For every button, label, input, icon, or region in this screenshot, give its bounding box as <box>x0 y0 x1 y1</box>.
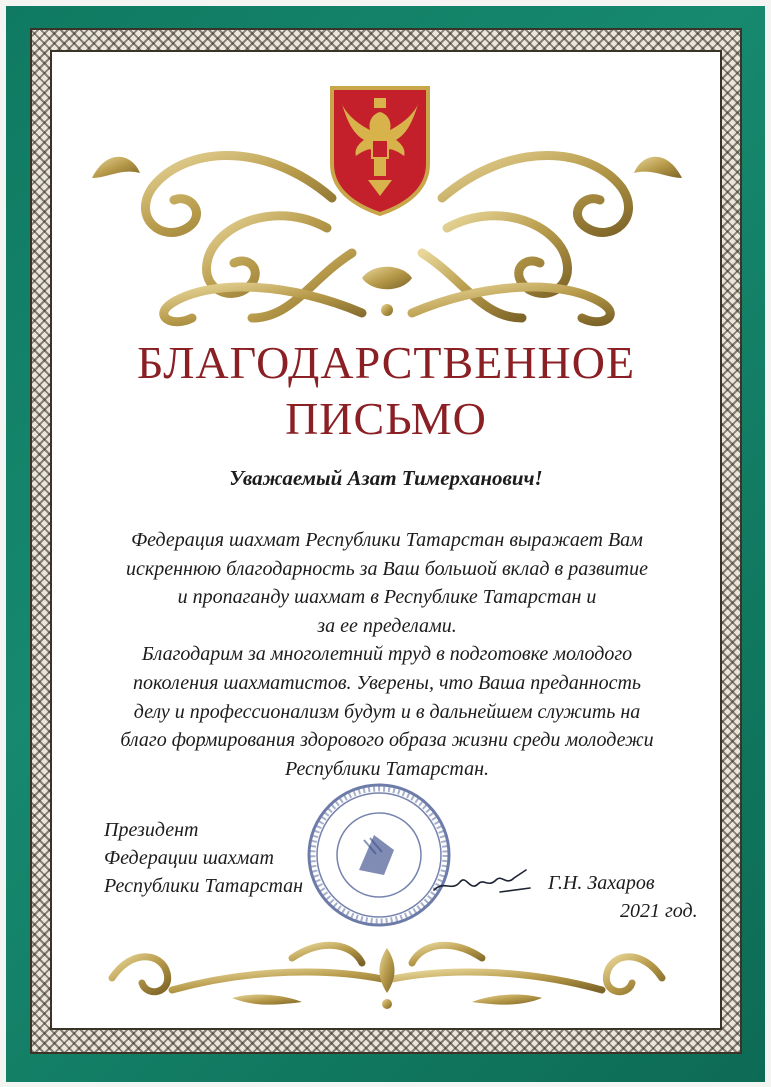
signatory-block <box>104 816 303 900</box>
greeting: Уважаемый Азат Тимерханович! <box>229 466 543 490</box>
handwritten-signature <box>430 862 540 902</box>
body-line: поколения шахматистов. Уверены, что Ваша преданность <box>132 671 642 694</box>
certificate-title-line2: ПИСЬМО <box>285 393 487 444</box>
body-line: Благодарим за многолетний труд в подготовке молодого <box>141 643 633 666</box>
signatory-organization: Федерации шахмат <box>104 847 274 869</box>
body-line: искреннюю благодарность за Ваш большой вклад в развитие <box>125 557 649 580</box>
body-line: делу и профессионализм будут и в дальнейшем служить на <box>133 700 641 723</box>
signatory-name: Г.Н. Захаров <box>548 872 655 894</box>
body-line: Республики Татарстан. <box>284 757 490 780</box>
bottom-gold-ornament <box>92 918 682 1018</box>
body-line: благо формирования здорового образа жизни среди молодежи <box>120 729 654 752</box>
signatory-position: Президент <box>104 819 199 841</box>
certificate-title-line1: БЛАГОДАРСТВЕННОЕ <box>136 337 636 388</box>
russian-coat-of-arms-icon <box>328 84 432 216</box>
signatory-region: Республики Татарстан <box>104 875 304 897</box>
document-year: 2021 год. <box>620 900 698 922</box>
body-line: за ее пределами. <box>317 614 457 637</box>
organization-stamp-icon <box>304 780 454 930</box>
body-line: Федерация шахмат Республики Татарстан выражает Вам <box>131 529 643 551</box>
letter-body <box>92 526 682 783</box>
body-line: и пропаганду шахмат в Республике Татарстан и <box>177 586 597 609</box>
